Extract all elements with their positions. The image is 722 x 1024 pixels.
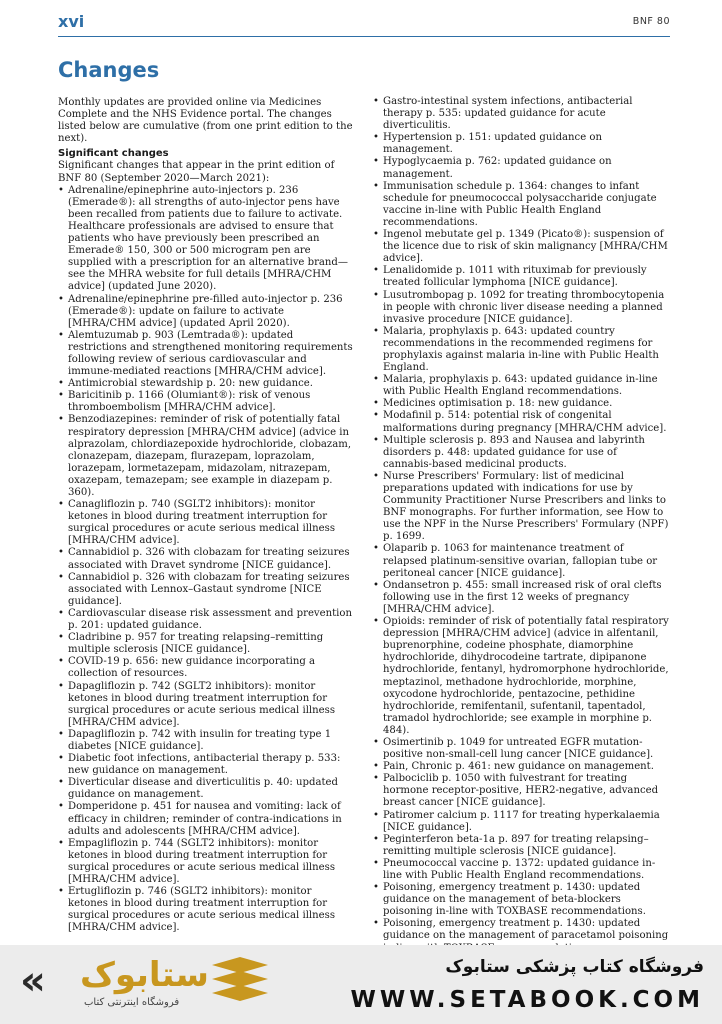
change-entry-text: Baricitinib p. 1166 (Olumiant®): risk of venous thromboembolism [MHRA/CHM advice].	[68, 390, 311, 414]
change-entry-text: COVID-19 p. 656: new guidance incorporating a collection of resources.	[68, 656, 316, 680]
bullet-icon: •	[58, 293, 64, 305]
bullet-icon: •	[373, 156, 379, 168]
change-entry	[373, 471, 669, 544]
change-entry	[58, 729, 354, 753]
change-entry-text: Canagliflozin p. 740 (SGLT2 inhibitors): monitor ketones in blood during treatment interruption for surgical procedures or acute serious medical illness [MHRA/CHM advice].	[68, 499, 335, 547]
bullet-icon: •	[373, 918, 379, 930]
change-entry	[373, 761, 669, 773]
change-entry-text: Pain, Chronic p. 461: new guidance on management.	[383, 761, 654, 773]
bullet-icon: •	[373, 229, 379, 241]
change-entry-text: Pneumococcal vaccine p. 1372: updated guidance in-line with Public Health England recommendations.	[383, 857, 656, 881]
bullet-icon: •	[373, 736, 379, 748]
bullet-icon: •	[58, 632, 64, 644]
page-number: xvi	[58, 12, 85, 31]
bullet-icon: •	[373, 470, 379, 482]
bullet-icon: •	[373, 579, 379, 591]
change-entry	[58, 414, 354, 499]
change-entry-text: Dapagliflozin p. 742 (SGLT2 inhibitors): monitor ketones in blood during treatment interruption for surgical procedures or acute serious medical illness [MHRA/CHM advice].	[68, 680, 335, 728]
change-entry-text: Domperidone p. 451 for nausea and vomiting: lack of efficacy in children; reminder of contra-indications in adults and adolescents [MHRA/CHM advice].	[68, 801, 342, 837]
change-entry	[373, 858, 669, 882]
change-entry	[58, 801, 354, 837]
right-column	[373, 96, 669, 955]
change-entry	[58, 608, 354, 632]
change-entry-text: Olaparib p. 1063 for maintenance treatment of relapsed platinum-sensitive ovarian, fallopian tube or peritoneal cancer [NICE guidance].	[383, 543, 658, 579]
change-entry-text: Osimertinib p. 1049 for untreated EGFR mutation-positive non-small-cell lung cancer [NICE guidance].	[383, 736, 654, 761]
change-entry	[58, 378, 354, 390]
change-entry-text: Cladribine p. 957 for treating relapsing–remitting multiple sclerosis [NICE guidance].	[68, 632, 324, 656]
bullet-icon: •	[58, 390, 64, 402]
change-entry	[373, 398, 669, 410]
logo-tagline: فروشگاه اینترنتی کتاب	[84, 997, 180, 1008]
bullet-icon: •	[373, 616, 379, 628]
change-entry-text: Lusutrombopag p. 1092 for treating thrombocytopenia in people with chronic liver disease needing a planned invasive procedure [NICE guidance].	[383, 289, 665, 325]
change-entry-text: Diabetic foot infections, antibacterial therapy p. 533: new guidance on management.	[68, 753, 341, 777]
change-entry	[58, 547, 354, 571]
change-entry	[58, 390, 354, 414]
bullet-icon: •	[373, 325, 379, 337]
bullet-icon: •	[373, 833, 379, 845]
change-entry-text: Cannabidiol p. 326 with clobazam for treating seizures associated with Dravet syndrome [NICE guidance].	[68, 547, 350, 571]
bullet-icon: •	[373, 410, 379, 422]
double-chevron-icon: «	[20, 958, 46, 1004]
bullet-icon: •	[58, 801, 64, 813]
change-entry-text: Nurse Prescribers' Formulary: list of medicinal preparations updated with indications for use by Community Practitioner Nurse Prescribers and links to BNF monographs. For further information, see How to use the NPF in the Nurse Prescribers' Formulary (NPF) p. 1699.	[383, 470, 669, 543]
change-entry-text: Opioids: reminder of risk of potentially fatal respiratory depression [MHRA/CHM advice] (advice in alfentanil, buprenorphine, codeine phosphate, diamorphine hydrochloride, dihydrocodeine tartrate, dipipanone hydrochloride, fentanyl, hydromorphone hydrochloride, meptazinol, methadone hydrochloride, morphine, oxycodone hydrochloride, pentazocine, pethidine hydrochloride, remifentanil, sufentanil, tapentadol, tramadol hydrochloride; see example in morphine p. 484).	[383, 616, 669, 736]
change-entry	[373, 543, 669, 579]
change-entry-text: Malaria, prophylaxis p. 643: updated guidance in-line with Public Health England recommendations.	[383, 374, 658, 398]
change-entry	[373, 410, 669, 434]
change-entry	[373, 265, 669, 289]
change-entry	[373, 374, 669, 398]
change-entry	[58, 572, 354, 608]
bullet-icon: •	[58, 607, 64, 619]
bullet-icon: •	[373, 857, 379, 869]
bullet-icon: •	[58, 378, 64, 390]
change-entry	[58, 499, 354, 547]
change-entry-text: Patiromer calcium p. 1117 for treating hyperkalaemia [NICE guidance].	[383, 809, 660, 833]
change-entry-text: Empagliflozin p. 744 (SGLT2 inhibitors): monitor ketones in blood during treatment interruption for surgical procedures or acute serious medical illness [MHRA/CHM advice].	[68, 837, 335, 885]
bullet-icon: •	[373, 96, 379, 107]
bullet-icon: •	[58, 777, 64, 789]
change-entry	[373, 580, 669, 616]
change-entry-text: Lenalidomide p. 1011 with rituximab for previously treated follicular lymphoma [NICE guidance].	[383, 265, 647, 289]
change-entry	[58, 838, 354, 886]
change-entry	[373, 737, 669, 761]
bullet-icon: •	[373, 882, 379, 894]
change-entry-text: Hypoglycaemia p. 762: updated guidance on management.	[383, 156, 612, 180]
bullet-icon: •	[58, 499, 64, 511]
change-entry	[58, 656, 354, 680]
change-entry-text: Ondansetron p. 455: small increased risk of oral clefts following use in the first 12 weeks of pregnancy [MHRA/CHM advice].	[383, 579, 662, 615]
bullet-icon: •	[58, 329, 64, 341]
bullet-icon: •	[373, 289, 379, 301]
bullet-icon: •	[58, 414, 64, 426]
change-entry	[373, 435, 669, 471]
left-column	[58, 97, 354, 934]
change-entry-text: Medicines optimisation p. 18: new guidance.	[383, 398, 613, 410]
book-reference: BNF 80	[632, 16, 670, 27]
change-entry	[58, 886, 354, 934]
change-entry	[373, 229, 669, 265]
change-entry	[373, 156, 669, 180]
store-name: فروشگاه کتاب پزشکی ستابوک	[445, 957, 704, 977]
change-entry	[58, 753, 354, 777]
change-entry	[58, 681, 354, 729]
bullet-icon: •	[58, 184, 64, 196]
bullet-icon: •	[373, 773, 379, 785]
change-entry	[58, 294, 354, 330]
change-entry-text: Multiple sclerosis p. 893 and Nausea and labyrinth disorders p. 448: updated guidance for use of cannabis-based medicinal products.	[383, 434, 645, 470]
change-entry	[373, 132, 669, 156]
store-banner[interactable]	[0, 945, 722, 1024]
change-entry-text: Malaria, prophylaxis p. 643: updated country recommendations in the recommended regimens for prophylaxis against malaria in-line with Public Health England.	[383, 325, 659, 374]
bullet-icon: •	[58, 571, 64, 583]
bullet-icon: •	[373, 434, 379, 446]
change-entry-text: Immunisation schedule p. 1364: changes to infant schedule for pneumococcal polysaccharide conjugate vaccine in-line with Public Health England recommendations.	[383, 180, 657, 228]
change-entry	[373, 834, 669, 858]
change-entry-text: Cannabidiol p. 326 with clobazam for treating seizures associated with Lennox–Gastaut syndrome [NICE guidance].	[68, 571, 350, 607]
change-entry-text: Hypertension p. 151: updated guidance on management.	[383, 132, 602, 156]
change-entry-text: Dapagliflozin p. 742 with insulin for treating type 1 diabetes [NICE guidance].	[68, 728, 332, 752]
bullet-icon: •	[58, 547, 64, 559]
change-entry	[373, 290, 669, 326]
bullet-icon: •	[373, 265, 379, 277]
intro-paragraph: Monthly updates are provided online via Medicines Complete and the NHS Evidence portal. The changes listed below are cumulative (from one print edition to the next).	[58, 97, 353, 145]
running-header	[58, 12, 670, 34]
change-entry-text: Cardiovascular disease risk assessment and prevention p. 201: updated guidance.	[68, 607, 352, 632]
bullet-icon: •	[58, 753, 64, 765]
change-entry	[373, 616, 669, 737]
change-entry-text: Benzodiazepines: reminder of risk of potentially fatal respiratory depression [MHRA/CHM advice] (advice in alprazolam, chlordiazepoxide hydrochloride, clobazam, clonazepam, diazepam, flurazepam, loprazolam, lorazepam, lormetazepam, midazolam, nitrazepam, oxazepam, temazepam; see example in diazepam p. 360).	[68, 414, 352, 498]
change-entry	[58, 185, 354, 294]
change-entry-text: Peginterferon beta-1a p. 897 for treating relapsing–remitting multiple sclerosis [NICE guidance].	[383, 833, 649, 857]
chapter-title: Changes	[58, 58, 160, 82]
change-entry-text: Gastro-intestinal system infections, antibacterial therapy p. 535: updated guidance for acute diverticulitis.	[383, 96, 633, 132]
change-entry-text: Ingenol mebutate gel p. 1349 (Picato®): suspension of the licence due to risk of skin malignancy [MHRA/CHM advice].	[383, 229, 668, 265]
bullet-icon: •	[373, 132, 379, 144]
right-change-list	[373, 96, 669, 955]
section-heading: Significant changes	[58, 148, 169, 160]
logo-wordmark: ستابوک	[80, 955, 209, 995]
change-entry	[58, 777, 354, 801]
change-entry	[58, 632, 354, 656]
change-entry-text: Alemtuzumab p. 903 (Lemtrada®): updated restrictions and strengthened monitoring requirements following review of serious cardiovascular and immune-mediated reactions [MHRA/CHM advice].	[68, 329, 353, 378]
change-entry-text: Adrenaline/epinephrine auto-injectors p. 236 (Emerade®): all strengths of auto-injector pens have been recalled from patients due to failure to activate. Healthcare professionals are advised to ensure that patients who have previously been prescribed an Emerade® 150, 300 or 500 microgram pen are supplied with a prescription for an alternative brand—see the MHRA website for full details [MHRA/CHM advice] (updated June 2020).	[68, 184, 348, 293]
book-stack-emblem-icon	[208, 955, 272, 1011]
bullet-icon: •	[373, 180, 379, 192]
bullet-icon: •	[373, 809, 379, 821]
change-entry-text: Poisoning, emergency treatment p. 1430: updated guidance on the management of paracetamol poisoning	[383, 918, 669, 942]
change-entry	[373, 96, 669, 132]
change-entry-text: Ertugliflozin p. 746 (SGLT2 inhibitors): monitor ketones in blood during treatment interruption for surgical procedures or acute serious medical illness [MHRA/CHM advice].	[68, 886, 335, 934]
bullet-icon: •	[373, 398, 379, 410]
left-change-list	[58, 185, 354, 935]
bullet-icon: •	[58, 886, 64, 898]
bullet-icon: •	[373, 374, 379, 386]
change-entry-text: Palbociclib p. 1050 with fulvestrant for treating hormone receptor-positive, HER2-negative, advanced breast cancer [NICE guidance].	[383, 773, 659, 809]
bullet-icon: •	[58, 728, 64, 740]
change-entry	[373, 882, 669, 918]
header-rule	[58, 36, 670, 37]
change-entry-text: Adrenaline/epinephrine pre-filled auto-injector p. 236 (Emerade®): update on failure to activate [MHRA/CHM advice] (updated April 2020).	[68, 293, 343, 329]
section-intro: Significant changes that appear in the print edition of BNF 80 (September 2020—March 2021):	[58, 160, 335, 184]
change-entry-text: Diverticular disease and diverticulitis p. 40: updated guidance on management.	[68, 777, 338, 801]
bullet-icon: •	[373, 543, 379, 555]
change-entry-text: Poisoning, emergency treatment p. 1430: updated guidance on the management of beta-blockers poisoning in-line with TOXBASE recommendations.	[383, 882, 646, 918]
change-entry-text: Modafinil p. 514: potential risk of congenital malformations during pregnancy [MHRA/CHM advice].	[383, 410, 667, 434]
change-entry	[373, 326, 669, 374]
bullet-icon: •	[58, 656, 64, 668]
bullet-icon: •	[373, 761, 379, 773]
change-entry	[373, 773, 669, 809]
change-entry-text: Antimicrobial stewardship p. 20: new guidance.	[68, 378, 313, 390]
bullet-icon: •	[58, 680, 64, 692]
change-entry	[58, 330, 354, 378]
bullet-icon: •	[58, 837, 64, 849]
change-entry	[373, 810, 669, 834]
change-entry	[373, 181, 669, 229]
store-url[interactable]: WWW.SETABOOK.COM	[350, 987, 704, 1013]
